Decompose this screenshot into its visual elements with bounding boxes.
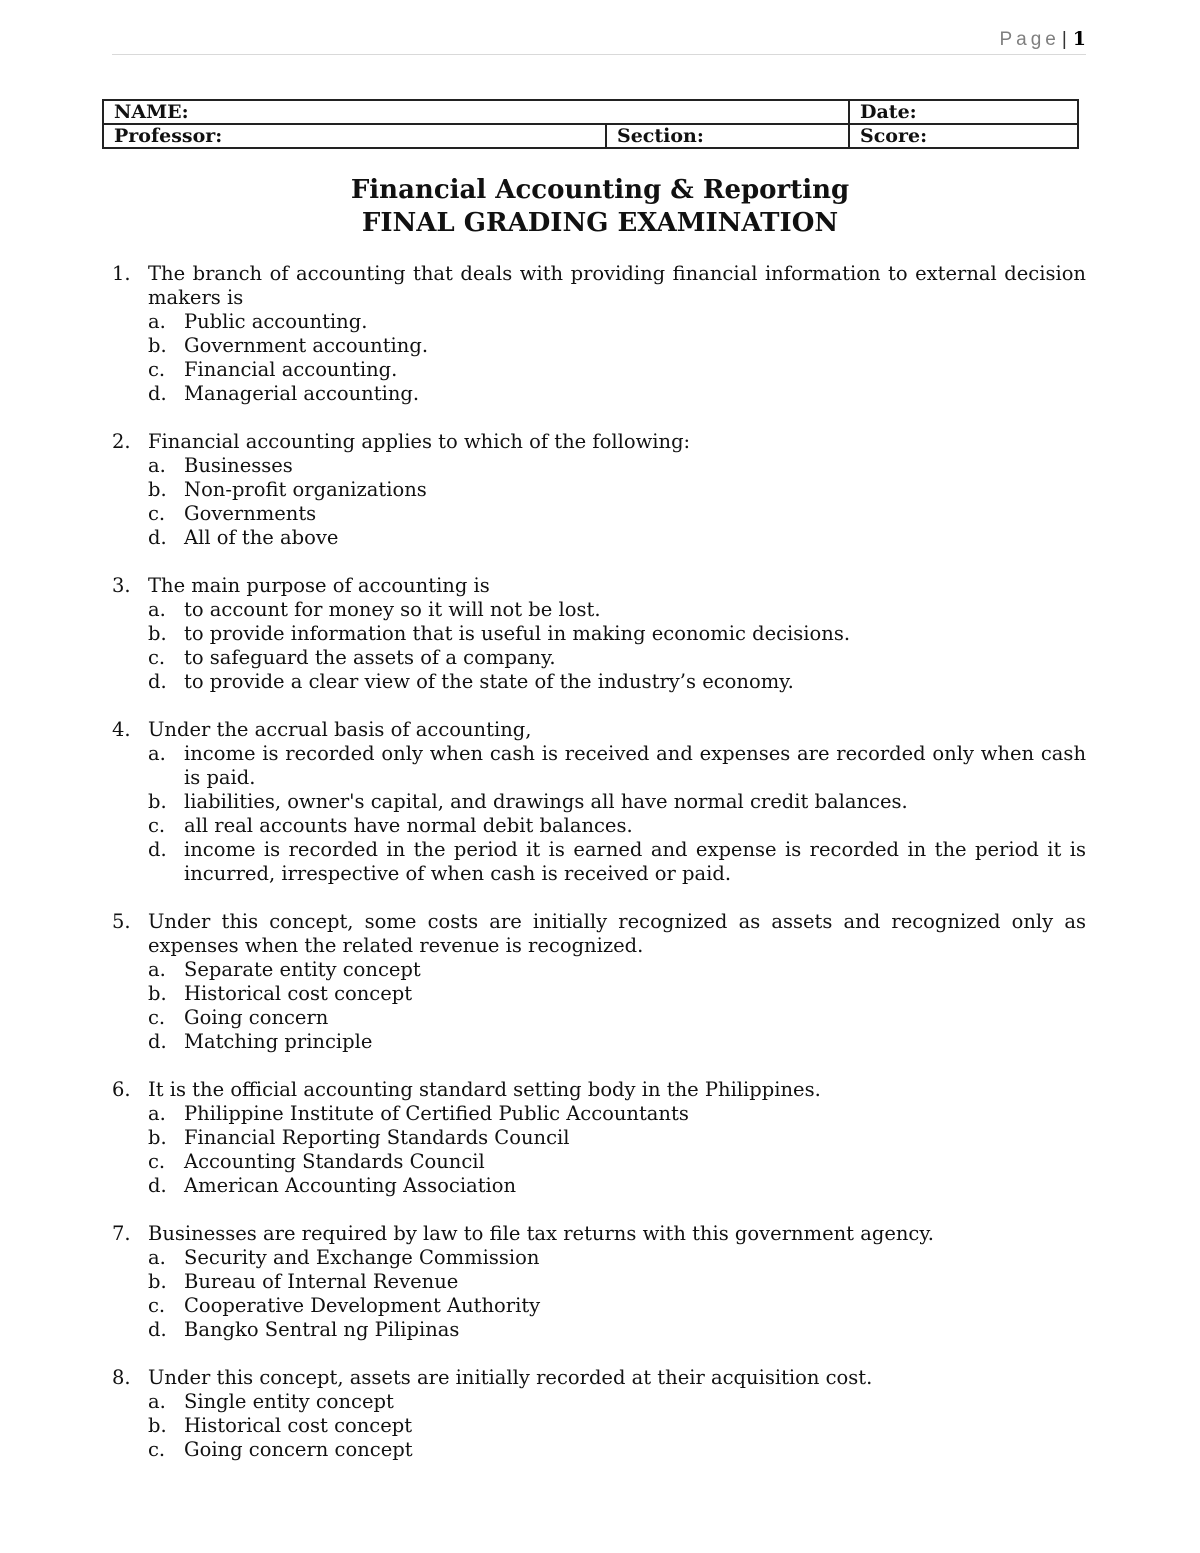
question-stem <box>112 1366 1086 1390</box>
option-text: income is recorded in the period it is earned and expense is recorded in the period it is incurred, irrespective of when cash is received or paid. <box>184 838 1086 885</box>
option-text: to provide a clear view of the state of the industry’s economy. <box>184 670 794 693</box>
option-text: Cooperative Development Authority <box>184 1294 541 1317</box>
option-text: Going concern <box>184 1006 329 1029</box>
option-letter: a. <box>148 1246 166 1269</box>
question-text: The main purpose of accounting is <box>148 574 490 597</box>
option-letter: d. <box>148 526 167 549</box>
page-header <box>112 28 1086 55</box>
student-info-table <box>102 99 1079 149</box>
question-text: The branch of accounting that deals with providing financial information to external decision makers is <box>148 262 1086 309</box>
option-letter: d. <box>148 838 167 861</box>
option-letter: a. <box>148 958 166 981</box>
answer-option <box>112 526 1086 550</box>
option-letter: c. <box>148 1438 166 1461</box>
option-text: Security and Exchange Commission <box>184 1246 540 1269</box>
option-letter: d. <box>148 1174 167 1197</box>
question-number: 6. <box>112 1078 131 1101</box>
question-item <box>112 1366 1086 1462</box>
exam-title <box>0 174 1200 240</box>
question-number: 1. <box>112 262 131 285</box>
date-field[interactable]: Date: <box>849 100 1078 124</box>
question-item <box>112 1222 1086 1342</box>
option-text: Managerial accounting. <box>184 382 420 405</box>
option-letter: a. <box>148 1102 166 1125</box>
option-text: Non-profit organizations <box>184 478 427 501</box>
question-stem <box>112 262 1086 310</box>
answer-option <box>112 1102 1086 1126</box>
option-letter: c. <box>148 814 166 837</box>
answer-option <box>112 382 1086 406</box>
option-text: Going concern concept <box>184 1438 413 1461</box>
answer-option <box>112 1438 1086 1462</box>
option-text: Financial Reporting Standards Council <box>184 1126 570 1149</box>
answer-option <box>112 742 1086 790</box>
option-text: Bureau of Internal Revenue <box>184 1270 459 1293</box>
page-label: Page <box>999 29 1060 50</box>
answer-option <box>112 358 1086 382</box>
answer-option <box>112 1390 1086 1414</box>
option-text: income is recorded only when cash is received and expenses are recorded only when cash is paid. <box>184 742 1086 789</box>
option-text: to account for money so it will not be lost. <box>184 598 601 621</box>
answer-option <box>112 838 1086 886</box>
question-stem <box>112 574 1086 598</box>
question-text: It is the official accounting standard setting body in the Philippines. <box>148 1078 821 1101</box>
option-letter: a. <box>148 454 166 477</box>
question-list <box>112 262 1086 1486</box>
option-letter: b. <box>148 1414 167 1437</box>
answer-option <box>112 1294 1086 1318</box>
option-letter: d. <box>148 382 167 405</box>
answer-option <box>112 670 1086 694</box>
option-letter: c. <box>148 1006 166 1029</box>
option-letter: b. <box>148 1126 167 1149</box>
exam-title-line1: Financial Accounting & Reporting <box>350 175 850 205</box>
option-letter: c. <box>148 358 166 381</box>
option-text: Public accounting. <box>184 310 368 333</box>
question-number: 3. <box>112 574 131 597</box>
answer-option <box>112 1150 1086 1174</box>
option-letter: a. <box>148 742 166 765</box>
option-text: to safeguard the assets of a company. <box>184 646 556 669</box>
option-letter: d. <box>148 670 167 693</box>
answer-option <box>112 1246 1086 1270</box>
name-field[interactable]: NAME: <box>103 100 849 124</box>
question-stem <box>112 430 1086 454</box>
question-number: 7. <box>112 1222 131 1245</box>
option-text: Matching principle <box>184 1030 373 1053</box>
option-text: Government accounting. <box>184 334 429 357</box>
answer-option <box>112 1030 1086 1054</box>
answer-option <box>112 646 1086 670</box>
option-letter: a. <box>148 310 166 333</box>
answer-option <box>112 1006 1086 1030</box>
answer-option <box>112 958 1086 982</box>
answer-option <box>112 1126 1086 1150</box>
question-item <box>112 430 1086 550</box>
answer-option <box>112 502 1086 526</box>
question-item <box>112 718 1086 886</box>
question-text: Under this concept, some costs are initially recognized as assets and recognized only as expenses when the related revenue is recognized. <box>148 910 1086 957</box>
answer-option <box>112 982 1086 1006</box>
answer-option <box>112 814 1086 838</box>
option-letter: b. <box>148 790 167 813</box>
option-text: American Accounting Association <box>184 1174 517 1197</box>
option-text: Businesses <box>184 454 293 477</box>
question-text: Under the accrual basis of accounting, <box>148 718 532 741</box>
option-letter: a. <box>148 1390 166 1413</box>
question-item <box>112 1078 1086 1198</box>
question-stem <box>112 910 1086 958</box>
option-text: to provide information that is useful in making economic decisions. <box>184 622 851 645</box>
answer-option <box>112 1174 1086 1198</box>
option-letter: b. <box>148 982 167 1005</box>
question-number: 4. <box>112 718 131 741</box>
option-letter: d. <box>148 1030 167 1053</box>
option-letter: a. <box>148 598 166 621</box>
question-text: Businesses are required by law to file tax returns with this government agency. <box>148 1222 934 1245</box>
question-number: 5. <box>112 910 131 933</box>
question-stem <box>112 1222 1086 1246</box>
answer-option <box>112 1414 1086 1438</box>
option-text: Separate entity concept <box>184 958 421 981</box>
page-separator: | <box>1061 29 1067 50</box>
option-text: Historical cost concept <box>184 982 413 1005</box>
answer-option <box>112 310 1086 334</box>
page-number: 1 <box>1072 28 1086 50</box>
option-text: Historical cost concept <box>184 1414 413 1437</box>
answer-option <box>112 478 1086 502</box>
answer-option <box>112 334 1086 358</box>
answer-option <box>112 1318 1086 1342</box>
option-letter: b. <box>148 622 167 645</box>
option-text: Bangko Sentral ng Pilipinas <box>184 1318 460 1341</box>
option-text: Accounting Standards Council <box>184 1150 485 1173</box>
option-text: Single entity concept <box>184 1390 394 1413</box>
option-letter: c. <box>148 646 166 669</box>
option-letter: c. <box>148 502 166 525</box>
answer-option <box>112 622 1086 646</box>
option-letter: b. <box>148 1270 167 1293</box>
question-number: 8. <box>112 1366 131 1389</box>
answer-option <box>112 790 1086 814</box>
question-stem <box>112 1078 1086 1102</box>
option-text: all real accounts have normal debit balances. <box>184 814 633 837</box>
option-text: liabilities, owner's capital, and drawings all have normal credit balances. <box>184 790 908 813</box>
option-text: Governments <box>184 502 317 525</box>
question-item <box>112 262 1086 406</box>
question-text: Under this concept, assets are initially recorded at their acquisition cost. <box>148 1366 873 1389</box>
option-text: Financial accounting. <box>184 358 398 381</box>
option-letter: c. <box>148 1294 166 1317</box>
question-stem <box>112 718 1086 742</box>
option-letter: b. <box>148 478 167 501</box>
answer-option <box>112 454 1086 478</box>
section-field[interactable]: Section: <box>606 124 849 148</box>
question-text: Financial accounting applies to which of the following: <box>148 430 691 453</box>
score-field[interactable]: Score: <box>849 124 1078 148</box>
option-letter: c. <box>148 1150 166 1173</box>
exam-title-line2: FINAL GRADING EXAMINATION <box>361 208 839 238</box>
answer-option <box>112 598 1086 622</box>
option-text: Philippine Institute of Certified Public Accountants <box>184 1102 689 1125</box>
option-letter: d. <box>148 1318 167 1341</box>
question-item <box>112 910 1086 1054</box>
question-item <box>112 574 1086 694</box>
answer-option <box>112 1270 1086 1294</box>
question-number: 2. <box>112 430 131 453</box>
option-letter: b. <box>148 334 167 357</box>
option-text: All of the above <box>184 526 339 549</box>
professor-field[interactable]: Professor: <box>103 124 606 148</box>
